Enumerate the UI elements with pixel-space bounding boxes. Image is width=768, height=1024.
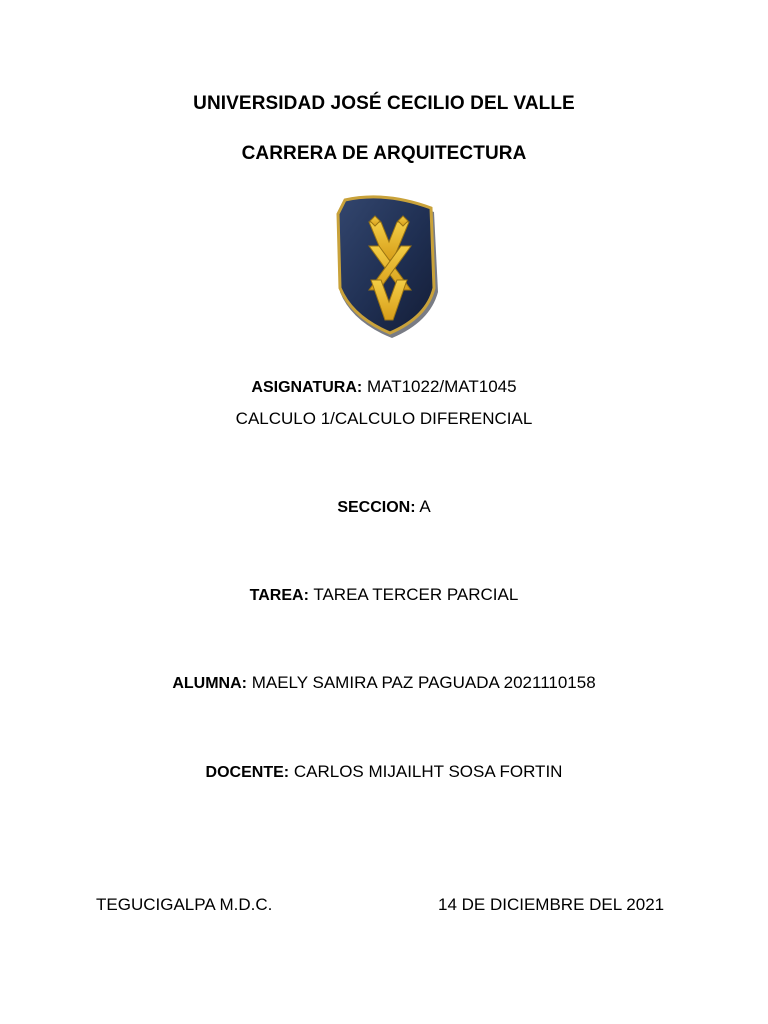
section-value: A [419,497,431,516]
student-value: MAELY SAMIRA PAZ PAGUADA 2021110158 [251,673,596,692]
career-name: CARRERA DE ARQUITECTURA [241,143,527,164]
date-text: 14 DE DICIEMBRE DEL 2021 [438,895,665,914]
university-name: UNIVERSIDAD JOSÉ CECILIO DEL VALLE [193,93,575,114]
assignment-line [0,585,768,605]
student-label: ALUMNA: [172,675,247,692]
shield-crest-icon [333,194,441,338]
teacher-line [0,762,768,782]
subject-line [0,377,768,397]
subject-label: ASIGNATURA: [251,379,363,396]
city-text: TEGUCIGALPA M.D.C. [96,895,273,914]
course-name: CALCULO 1/CALCULO DIFERENCIAL [235,409,533,428]
assignment-value: TAREA TERCER PARCIAL [313,585,519,604]
teacher-label: DOCENTE: [205,764,290,781]
section-line [0,497,768,517]
teacher-value: CARLOS MIJAILHT SOSA FORTIN [293,762,563,781]
student-line [0,673,768,693]
assignment-label: TAREA: [249,587,309,604]
section-label: SECCION: [337,499,416,516]
subject-code: MAT1022/MAT1045 [366,377,517,396]
